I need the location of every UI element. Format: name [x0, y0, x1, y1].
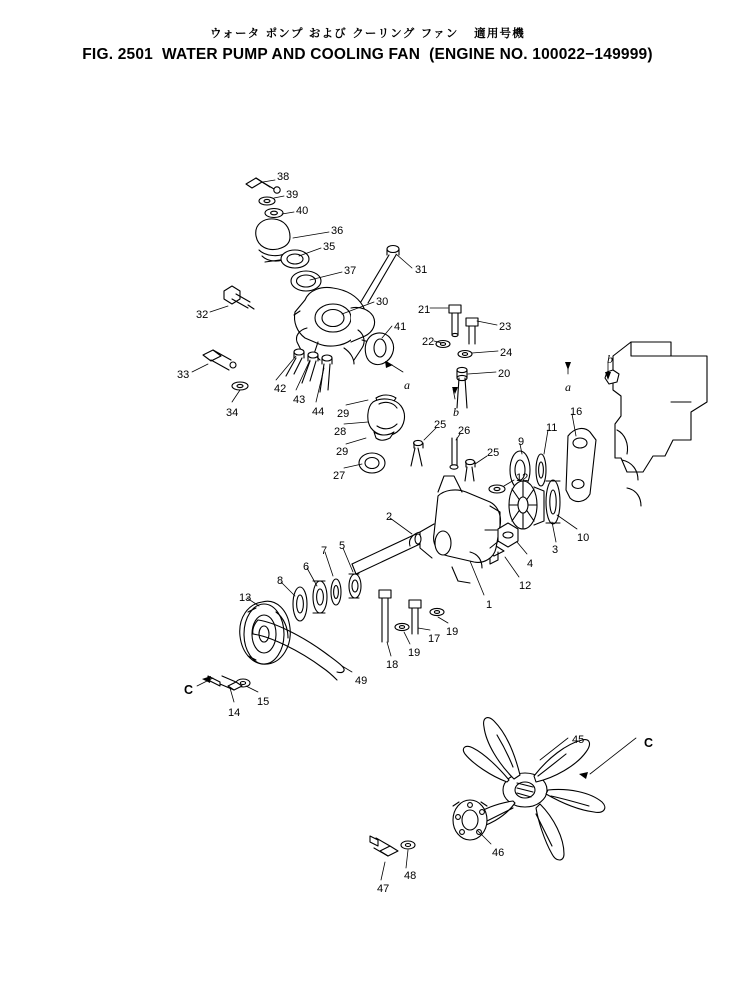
callout-34: 34	[226, 407, 239, 419]
callout-36: 36	[331, 225, 344, 237]
part-41-gasket	[365, 333, 393, 365]
part-37-gasket	[291, 271, 321, 291]
part-17-bolt	[409, 600, 421, 634]
callout-29-upper: 29	[337, 408, 350, 420]
part-12-washer-upper	[489, 485, 505, 493]
callout-8: 8	[277, 575, 284, 587]
callout-25-a: 25	[434, 419, 447, 431]
part-11-washer	[536, 454, 546, 486]
callout-27: 27	[333, 470, 346, 482]
callout-20: 20	[498, 368, 511, 380]
part-34-washer	[232, 382, 248, 390]
part-24-washer	[458, 351, 472, 358]
callout-26: 26	[458, 425, 471, 437]
section-letter-c-right: C	[644, 736, 654, 750]
part-3-impeller	[509, 481, 544, 529]
part-35-seal	[281, 250, 309, 268]
title-english: FIG. 2501 WATER PUMP AND COOLING FAN (ENGINE NO. 100022−149999)	[82, 46, 653, 63]
callout-25-b: 25	[487, 447, 500, 459]
callout-44: 44	[312, 406, 325, 418]
callout-31: 31	[415, 264, 428, 276]
callout-29-lower: 29	[336, 446, 349, 458]
callout-48: 48	[404, 870, 417, 882]
callout-2: 2	[386, 511, 393, 523]
callout-40: 40	[296, 205, 309, 217]
callout-12-upper: 12	[516, 472, 529, 484]
part-22-washer	[436, 341, 450, 348]
part-1-pump-body	[409, 476, 500, 583]
callout-4: 4	[527, 558, 534, 570]
callout-22: 22	[422, 336, 435, 348]
part-25-bolt-b	[465, 459, 475, 481]
part-19-washer-a	[395, 623, 409, 630]
part-28-hose	[368, 399, 405, 436]
callout-23: 23	[499, 321, 512, 333]
callout-3: 3	[552, 544, 559, 556]
part-44-bolt	[320, 355, 332, 392]
title-japanese: ウォータ ポンプ および クーリング ファン 適用号機	[210, 26, 525, 40]
callout-11: 11	[546, 422, 558, 434]
callout-7: 7	[321, 545, 328, 557]
part-16-gasket	[566, 429, 596, 502]
section-letter-c-left: C	[184, 683, 194, 697]
callout-17: 17	[428, 633, 441, 645]
callout-42: 42	[274, 383, 287, 395]
part-20-stud	[457, 367, 467, 408]
part-48-washer	[401, 841, 415, 849]
part-46-spacer	[453, 800, 487, 840]
part-18-bolt	[379, 590, 391, 642]
section-letter-b-right: b	[607, 352, 613, 366]
callout-13: 13	[239, 592, 252, 604]
callout-33: 33	[177, 369, 190, 381]
callout-19-a: 19	[408, 647, 421, 659]
callout-49: 49	[355, 675, 368, 687]
callout-10: 10	[577, 532, 590, 544]
part-5-bearing	[349, 574, 361, 598]
callout-18: 18	[386, 659, 399, 671]
leader-lines	[192, 180, 636, 880]
part-27-flange	[359, 453, 385, 473]
callout-38: 38	[277, 171, 290, 183]
callout-47: 47	[377, 883, 390, 895]
callout-24: 24	[500, 347, 513, 359]
part-30-pump-housing	[294, 288, 376, 365]
part-6-bearing	[313, 581, 327, 613]
callout-9: 9	[518, 436, 525, 448]
part-26-stud	[450, 438, 458, 469]
part-2-shaft	[352, 534, 421, 574]
part-19-washer-b	[430, 608, 444, 615]
callout-16: 16	[570, 406, 583, 418]
callout-19-b: 19	[446, 626, 459, 638]
part-39-washer	[259, 197, 275, 205]
section-letter-b-left: b	[453, 405, 459, 419]
part-8-seal	[293, 587, 307, 621]
part-13-pulley	[240, 601, 291, 664]
part-7-spacer	[331, 579, 341, 605]
part-32-bolt	[224, 286, 254, 309]
callout-12-lower: 12	[519, 580, 532, 592]
section-letter-a-left: a	[404, 378, 410, 392]
callout-35: 35	[323, 241, 336, 253]
part-42-bolt	[286, 349, 304, 376]
callout-37: 37	[344, 265, 357, 277]
part-4-nut	[498, 523, 518, 547]
callout-30: 30	[376, 296, 389, 308]
part-10-seal	[546, 480, 560, 524]
callout-39: 39	[286, 189, 299, 201]
engine-block	[605, 342, 707, 506]
part-33-plug	[203, 350, 236, 370]
callout-15: 15	[257, 696, 270, 708]
callout-6: 6	[303, 561, 310, 573]
callout-32: 32	[196, 309, 209, 321]
callout-21: 21	[418, 304, 431, 316]
callout-1: 1	[486, 599, 493, 611]
callout-46: 46	[492, 847, 505, 859]
callout-41: 41	[394, 321, 407, 333]
part-21-bolt	[449, 305, 461, 337]
callout-43: 43	[293, 394, 306, 406]
callout-28: 28	[334, 426, 347, 438]
part-47-bolt	[370, 836, 398, 856]
part-23-bolt	[466, 318, 478, 344]
part-25-bolt-a	[411, 440, 423, 466]
callout-14: 14	[228, 707, 241, 719]
callout-45: 45	[572, 734, 585, 746]
section-letter-a-right: a	[565, 380, 571, 394]
callout-5: 5	[339, 540, 346, 552]
part-40-washer	[265, 209, 283, 218]
